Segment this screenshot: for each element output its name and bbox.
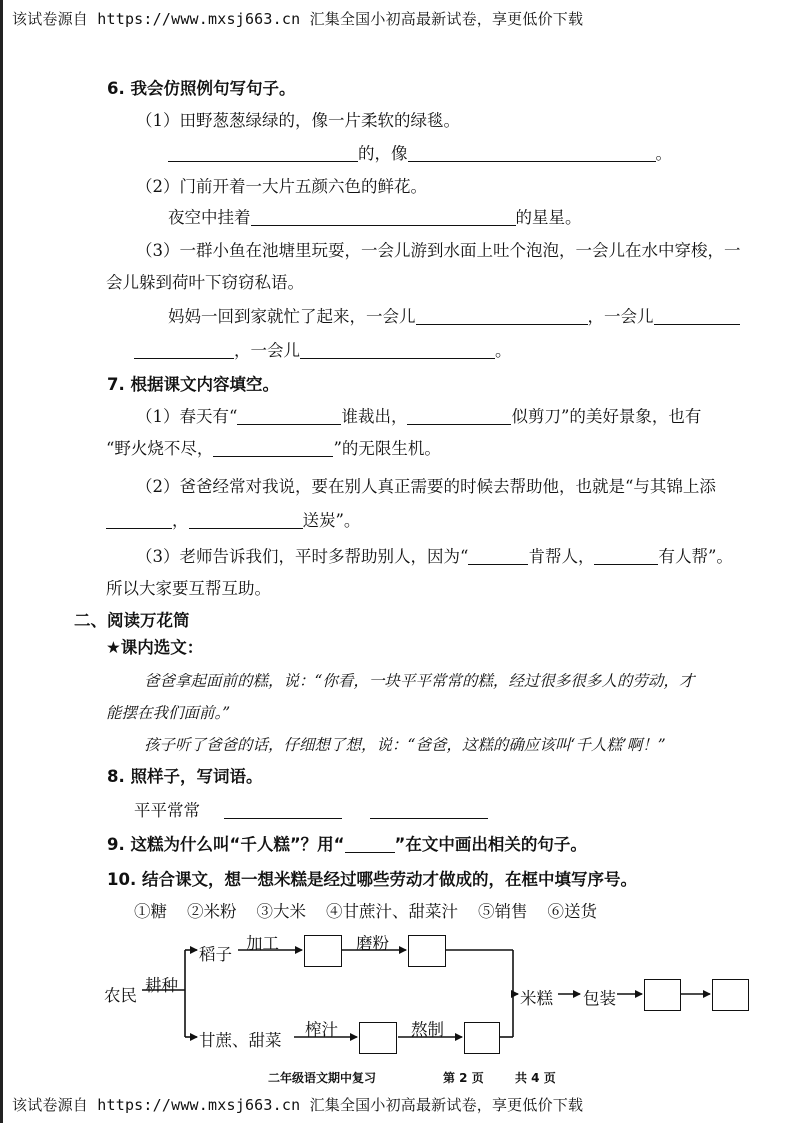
label-squeeze: 榨汁	[305, 1020, 338, 1039]
q7-part2-line1: （2）爸爸经常对我说，要在别人真正需要的时候去帮助他，也就是“与其锦上添	[136, 477, 716, 496]
option: ⑤销售	[478, 902, 528, 921]
q7-part1-line1: （1）春天有“ 谁裁出， 似剪刀”的美好景象，也有	[136, 407, 702, 426]
answer-box-1[interactable]	[304, 935, 342, 967]
answer-box-6[interactable]	[712, 979, 749, 1011]
option: ②米粉	[187, 902, 237, 921]
q6-title: 6. 我会仿照例句写句子。	[107, 79, 296, 98]
option: ③大米	[256, 902, 306, 921]
q8-example: 平平常常	[134, 800, 488, 822]
source-note-top: 该试卷源自 https://www.mxsj663.cn 汇集全国小初高最新试卷，享更低价下载	[12, 10, 584, 28]
q6-answer-1: 的，像 。	[168, 143, 672, 165]
q7-part3-line2: 所以大家要互帮互助。	[106, 579, 271, 598]
q6-answer-2: 夜空中挂着 的星星。	[168, 208, 582, 227]
passage-line-3: 孩子听了爸爸的话，仔细想了想，说：“爸爸，这糕的确应该叫‘千人糕’啊！”	[144, 736, 666, 754]
q10-title: 10. 结合课文，想一想米糕是经过哪些劳动才做成的，在框中填写序号。	[107, 870, 637, 889]
answer-box-2[interactable]	[408, 935, 446, 967]
q6-example-3-line1: （3）一群小鱼在池塘里玩耍，一会儿游到水面上吐个泡泡，一会儿在水中穿梭，一	[136, 241, 741, 260]
q7-title: 7. 根据课文内容填空。	[107, 375, 279, 394]
option: ④甘蔗汁、甜菜汁	[326, 902, 458, 921]
label-plant: 耕种	[145, 976, 178, 995]
option: ①糖	[134, 902, 167, 921]
footer-subject: 二年级语文期中复习	[268, 1071, 377, 1085]
q6-example-1: （1）田野葱葱绿绿的，像一片柔软的绿毯。	[136, 111, 460, 130]
q6-example-2: （2）门前开着一大片五颜六色的鲜花。	[136, 177, 427, 196]
section2-subtitle: ★课内选文：	[106, 638, 204, 657]
q9-question: 9. 这糕为什么叫“千人糕”？用“ ”在文中画出相关的句子。	[107, 835, 587, 854]
q7-part3-line1: （3）老师告诉我们，平时多帮助别人，因为“ 肯帮人， 有人帮”。	[136, 547, 733, 566]
answer-box-5[interactable]	[644, 979, 681, 1011]
passage-line-1: 爸爸拿起面前的糕，说：“你看，一块平平常常的糕，经过很多很多人的劳动，才	[144, 672, 695, 690]
label-rice: 稻子	[199, 945, 232, 964]
q8-title: 8. 照样子，写词语。	[107, 767, 263, 786]
q6-answer-3-line1: 妈妈一回到家就忙了起来，一会儿 ，一会儿	[168, 306, 740, 328]
passage-line-2: 能摆在我们面前。”	[106, 704, 231, 722]
label-pack: 包装	[583, 989, 616, 1008]
option: ⑥送货	[547, 902, 597, 921]
label-boil: 熬制	[411, 1020, 444, 1039]
q7-part2-line2: ， 送炭”。	[106, 510, 360, 532]
label-cane: 甘蔗、甜菜	[199, 1031, 282, 1050]
label-process: 加工	[246, 934, 279, 953]
footer-total: 共 4 页	[515, 1071, 556, 1085]
answer-box-3[interactable]	[359, 1022, 397, 1054]
answer-box-4[interactable]	[464, 1022, 500, 1054]
q7-part1-line2: “野火烧不尽， ”的无限生机。	[106, 439, 441, 458]
label-ricecake: 米糕	[520, 989, 553, 1008]
q6-example-3-line2: 会儿躲到荷叶下窃窃私语。	[106, 273, 304, 292]
source-note-bottom: 该试卷源自 https://www.mxsj663.cn 汇集全国小初高最新试卷，享更低价下载	[12, 1096, 584, 1114]
footer-page: 第 2 页	[443, 1071, 484, 1085]
label-farmer: 农民	[104, 986, 137, 1005]
q6-answer-3-line2: ，一会儿 。	[134, 340, 512, 362]
label-grind: 磨粉	[356, 934, 389, 953]
section2-title: 二、阅读万花筒	[74, 611, 190, 630]
